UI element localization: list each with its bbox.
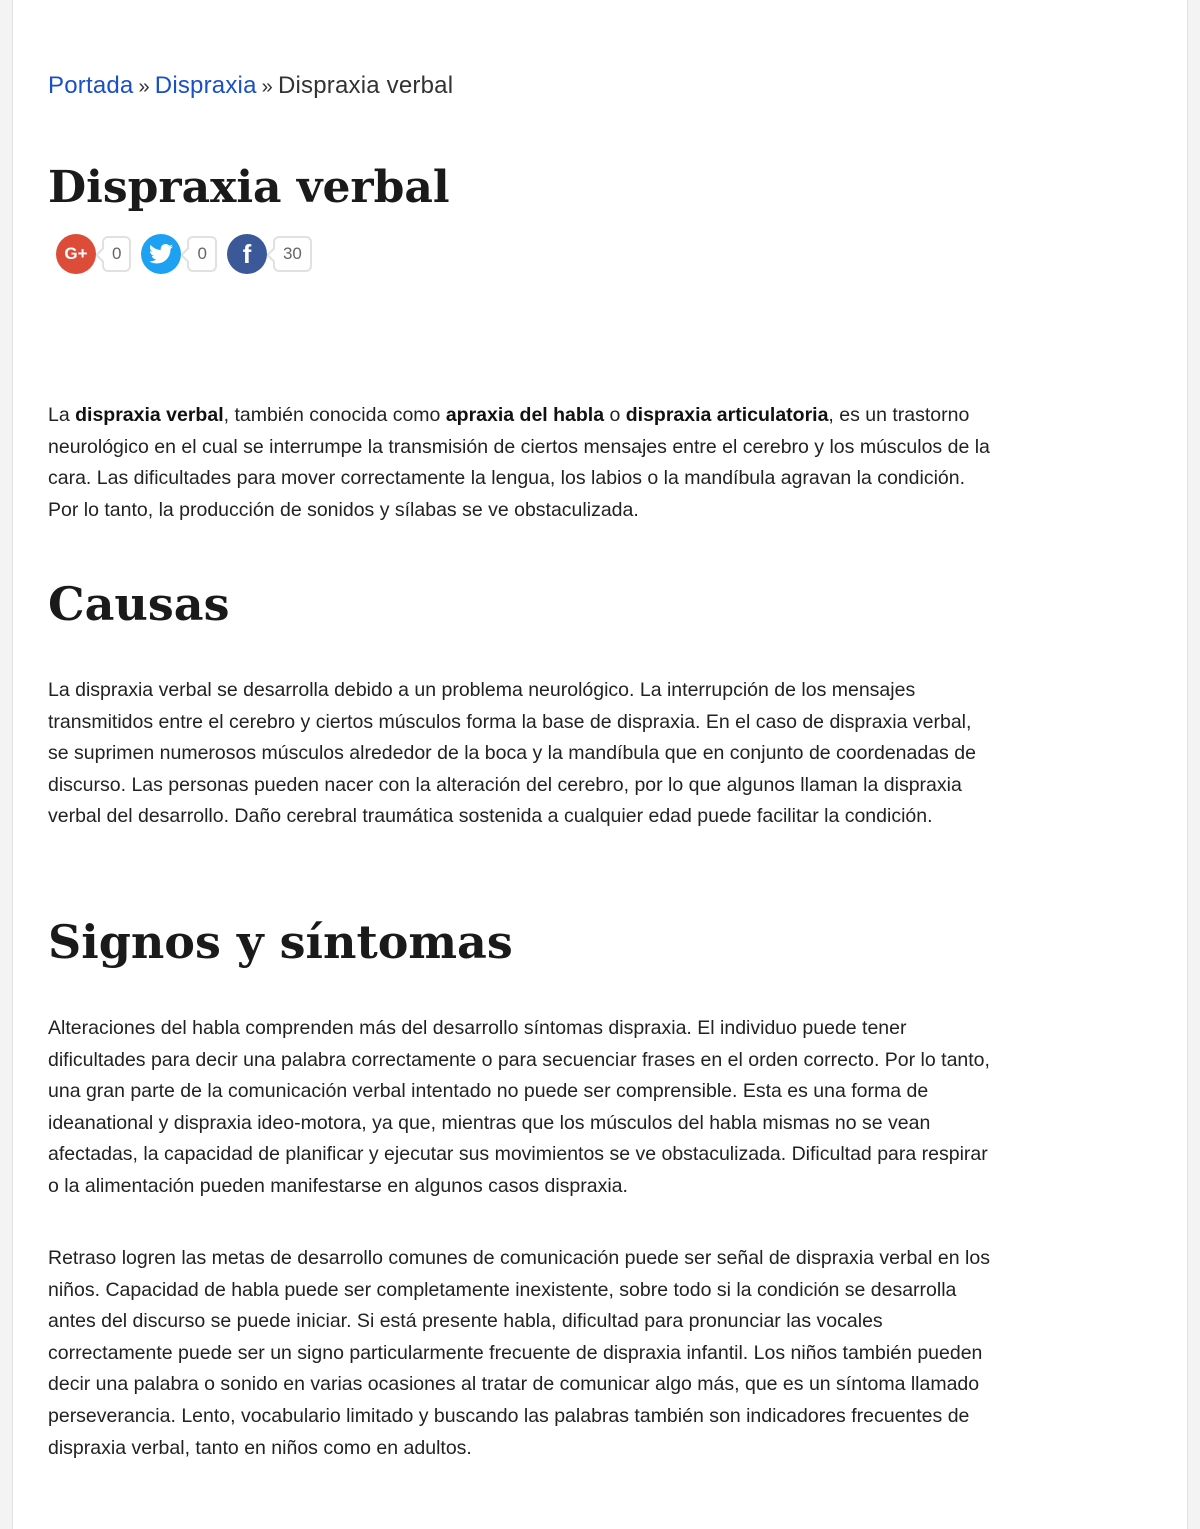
intro-text: La bbox=[48, 404, 76, 426]
signos-paragraph-2: Retraso logren las metas de desarrollo comunes de comunicación puede ser señal de dispraxia verbal en los niños. Capacidad de habla puede ser completamente inexistente, sobre todo si la condición se desarrolla antes del discurso se puede iniciar. Si está presente habla, dificultad para pronunciar las vocales correctamente puede ser un signo particularmente frecuente de dispraxia infantil. Los niños también pueden decir una palabra o sonido en varias ocasiones al tratar de comunicar algo más, que es un síntoma llamado perseverancia. Lento, vocabulario limitado y buscando las palabras también son indicadores frecuentes de dispraxia verbal, tanto en niños como en adultos. bbox=[48, 1247, 990, 1459]
facebook-icon[interactable]: f bbox=[227, 234, 267, 274]
breadcrumb-current: Dispraxia verbal bbox=[277, 72, 454, 99]
google-plus-icon[interactable]: G+ bbox=[56, 234, 96, 274]
breadcrumb-separator: » bbox=[138, 76, 150, 98]
share-facebook bbox=[227, 234, 312, 274]
share-count-google-plus: 0 bbox=[102, 236, 131, 272]
share-bar bbox=[56, 234, 322, 274]
intro-bold-term: dispraxia verbal bbox=[75, 404, 224, 426]
page bbox=[12, 0, 1188, 1529]
breadcrumb-parent-link[interactable]: Dispraxia bbox=[154, 72, 257, 99]
intro-text: , es un trastorno neurológico en el cual se interrumpe la transmisión de ciertos mensajes entre el cerebro y los músculos de la cara. Las dificultades para mover correctamente la lengua, los labios o la mandíbula agravan la condición. Por lo tanto, la producción de sonidos y sílabas se ve obstaculizada. bbox=[48, 404, 990, 521]
breadcrumb-separator: » bbox=[261, 76, 273, 98]
heading-causas: Causas bbox=[48, 577, 230, 631]
intro-bold-term: apraxia del habla bbox=[445, 404, 605, 426]
share-count-twitter: 0 bbox=[187, 236, 216, 272]
intro-paragraph bbox=[48, 400, 993, 526]
share-count-facebook: 30 bbox=[273, 236, 312, 272]
breadcrumb-home-link[interactable]: Portada bbox=[48, 72, 134, 99]
share-twitter bbox=[141, 234, 216, 274]
causas-paragraph: La dispraxia verbal se desarrolla debido a un problema neurológico. La interrupción de los mensajes transmitidos entre el cerebro y ciertos músculos forma la base de dispraxia. En el caso de dispraxia verbal, se suprimen numerosos músculos alrededor de la boca y la mandíbula que en conjunto de coordenadas de discurso. Las personas pueden nacer con la alteración del cerebro, por lo que algunos llaman la dispraxia verbal del desarrollo. Daño cerebral traumática sostenida a cualquier edad puede facilitar la condición. bbox=[48, 679, 976, 828]
heading-signos-sintomas: Signos y síntomas bbox=[48, 915, 513, 969]
share-google-plus bbox=[56, 234, 131, 274]
signos-paragraph-1: Alteraciones del habla comprenden más del desarrollo síntomas dispraxia. El individuo puede tener dificultades para decir una palabra correctamente o para secuenciar frases en el orden correcto. Por lo tanto, una gran parte de la comunicación verbal intentado no puede ser comprensible. Esta es una forma de ideanational y dispraxia ideo-motora, ya que, mientras que los músculos del habla mismas no se vean afectadas, la capacidad de planificar y ejecutar sus movimientos se ve obstaculizada. Dificultad para respirar o la alimentación pueden manifestarse en algunos casos dispraxia. bbox=[48, 1017, 990, 1197]
intro-text: o bbox=[604, 404, 626, 426]
twitter-icon[interactable] bbox=[141, 234, 181, 274]
intro-bold-term: dispraxia articulatoria bbox=[625, 404, 829, 426]
intro-text: , también conocida como bbox=[223, 404, 446, 426]
twitter-bird-icon bbox=[149, 244, 173, 264]
page-title: Dispraxia verbal bbox=[48, 162, 450, 213]
breadcrumb bbox=[48, 72, 453, 100]
